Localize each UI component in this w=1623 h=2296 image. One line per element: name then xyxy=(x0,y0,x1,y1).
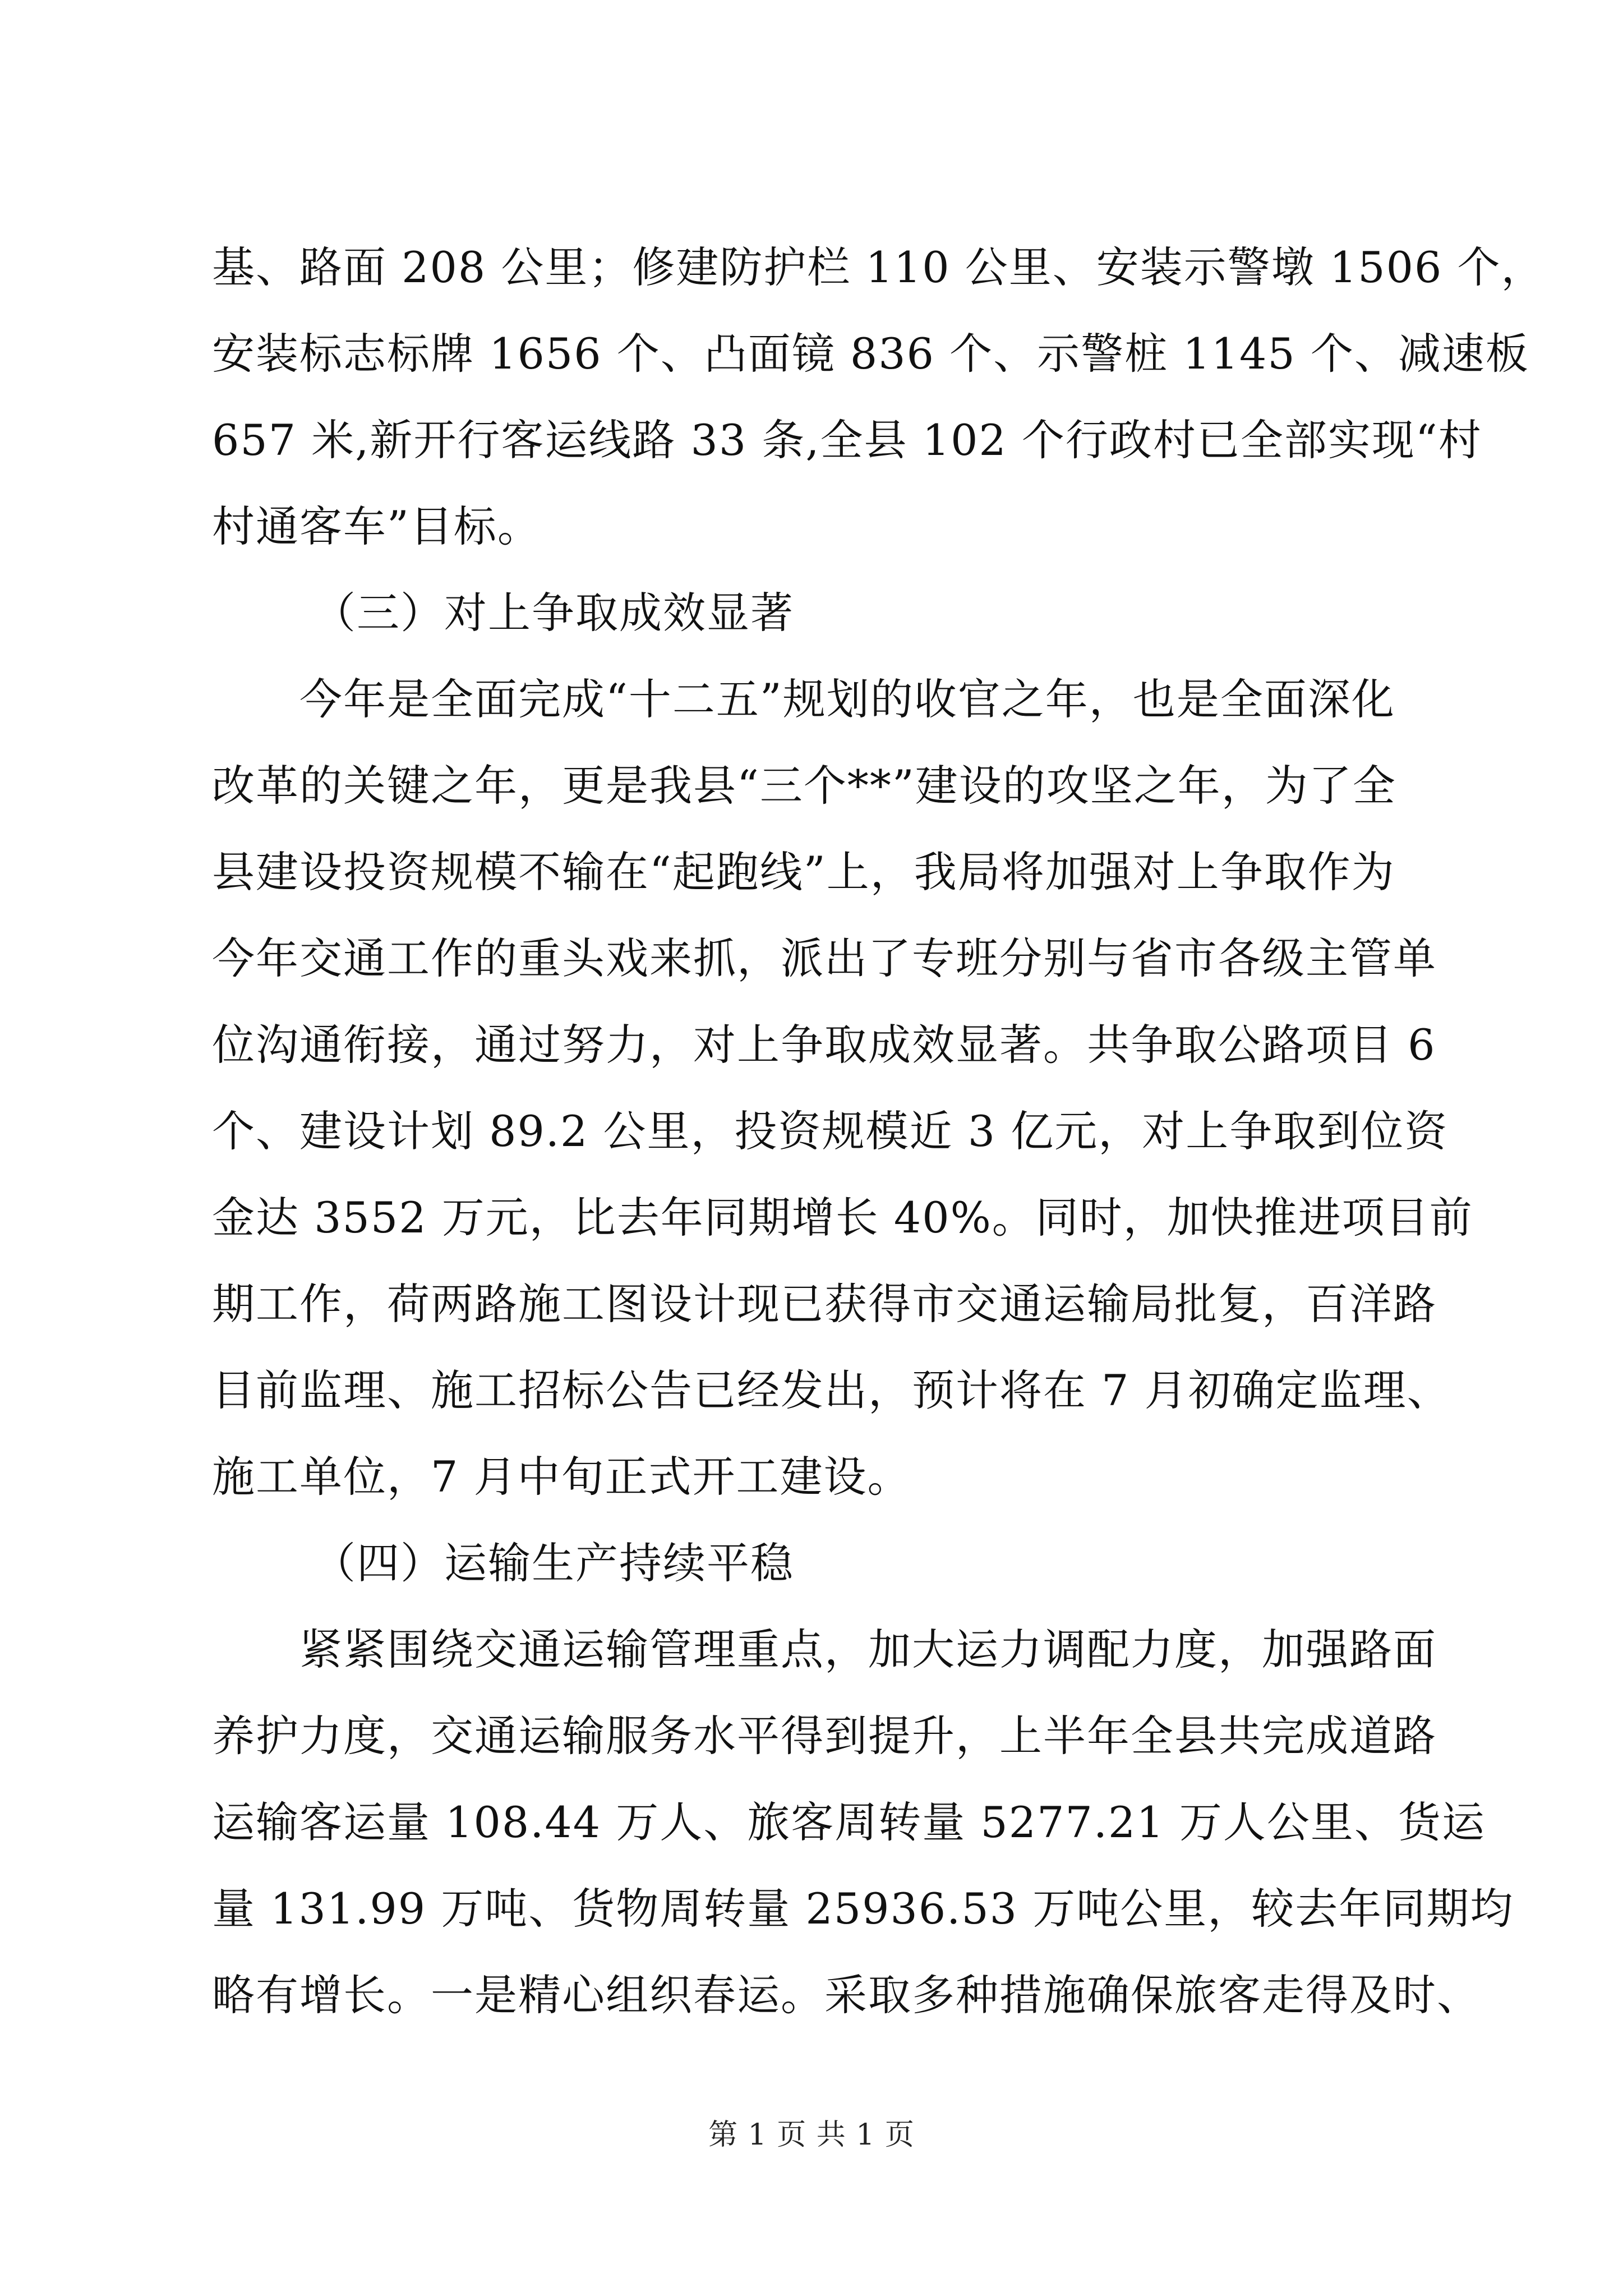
body-line: 今年交通工作的重头戏来抓，派出了专班分别与省市各级主管单 xyxy=(212,933,1437,983)
page-footer xyxy=(0,2117,1623,2153)
body-line: 安装标志标牌 1656 个、凸面镜 836 个、示警桩 1145 个、减速板 xyxy=(212,329,1529,379)
body-line: 施工单位，7 月中旬正式开工建设。 xyxy=(212,1452,911,1502)
section-heading: （三）对上争取成效显著 xyxy=(313,588,794,638)
body-line: 村通客车”目标。 xyxy=(212,501,541,551)
body-line: 改革的关键之年，更是我县“三个**”建设的攻坚之年，为了全 xyxy=(212,761,1396,811)
section-heading: （四）运输生产持续平稳 xyxy=(313,1538,794,1588)
body-line: 金达 3552 万元，比去年同期增长 40%。同时，加快推进项目前 xyxy=(212,1193,1473,1243)
body-line: 略有增长。一是精心组织春运。采取多种措施确保旅客走得及时、 xyxy=(212,1970,1481,2020)
body-line: 养护力度，交通运输服务水平得到提升，上半年全县共完成道路 xyxy=(212,1711,1437,1761)
body-line: 基、路面 208 公里；修建防护栏 110 公里、安装示警墩 1506 个， xyxy=(212,242,1545,292)
body-line: 位沟通衔接，通过努力，对上争取成效显著。共争取公路项目 6 xyxy=(212,1020,1436,1070)
page-number-label: 第 1 页 共 1 页 xyxy=(708,2118,915,2152)
body-line: 期工作，荷两路施工图设计现已获得市交通运输局批复，百洋路 xyxy=(212,1279,1437,1329)
body-line: 个、建设计划 89.2 公里，投资规模近 3 亿元，对上争取到位资 xyxy=(212,1106,1449,1156)
body-line: 657 米,新开行客运线路 33 条,全县 102 个行政村已全部实现“村 xyxy=(212,415,1482,465)
body-line: 今年是全面完成“十二五”规划的收官之年，也是全面深化 xyxy=(299,674,1395,724)
body-line: 紧紧围绕交通运输管理重点，加大运力调配力度，加强路面 xyxy=(299,1625,1437,1674)
body-line: 运输客运量 108.44 万人、旅客周转量 5277.21 万人公里、货运 xyxy=(212,1797,1486,1847)
body-line: 量 131.99 万吨、货物周转量 25936.53 万吨公里，较去年同期均 xyxy=(212,1884,1514,1934)
body-line: 县建设投资规模不输在“起跑线”上，我局将加强对上争取作为 xyxy=(212,847,1395,897)
body-line: 目前监理、施工招标公告已经发出，预计将在 7 月初确定监理、 xyxy=(212,1365,1451,1415)
